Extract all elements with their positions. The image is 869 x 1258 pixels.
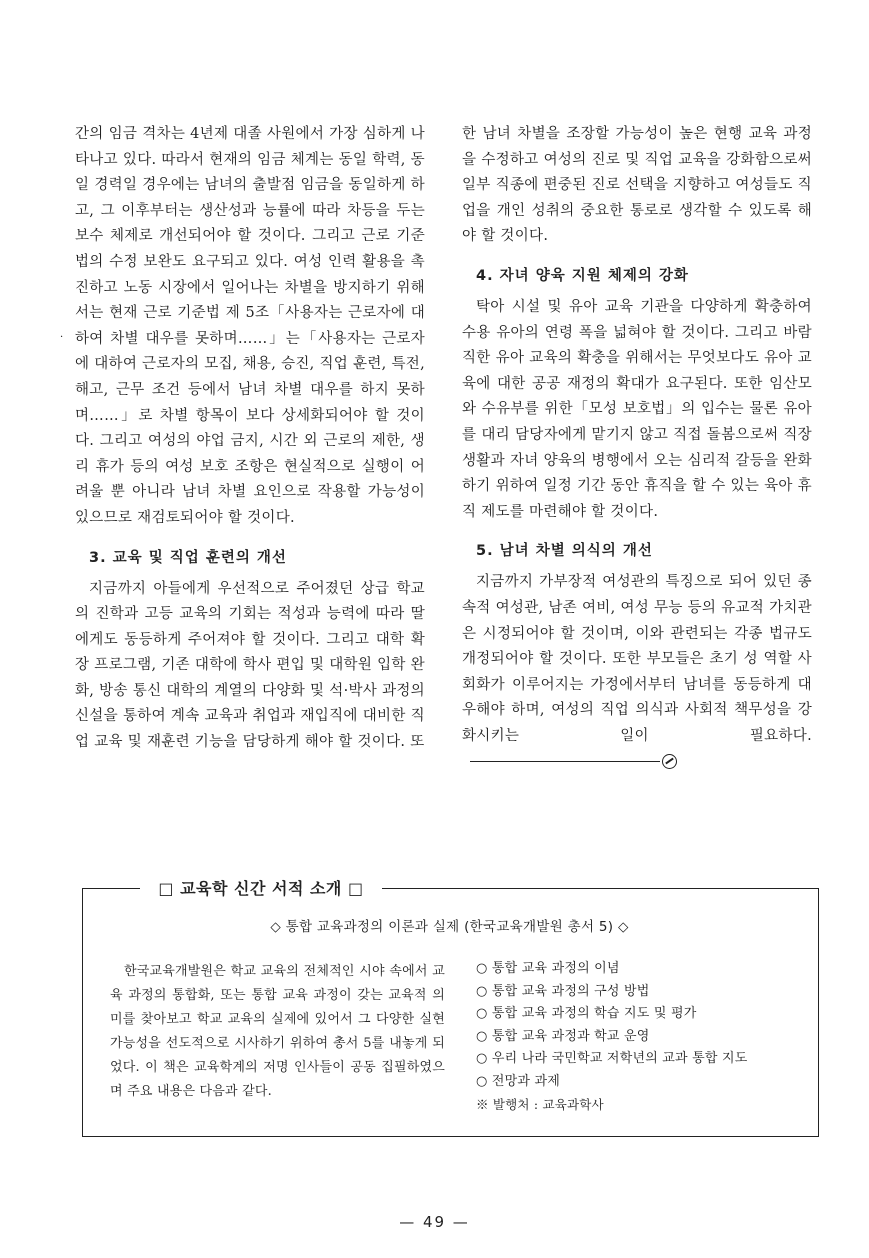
paragraph-text: 지금까지 가부장적 여성관의 특징으로 되어 있던 종속적 여성관, 남존 여비, 여성 무능 등의 유교적 가치관은 시정되어야 할 것이며, 이와 관련되는 각종 법규도 개정되어야 할 것이다. 또한 부모들은 초기 성 역할 사회화가 이루어지는 가정에서부터 남녀를 동등하게 대우해야 하며, 여성의 직업 의식과 사회적 책무성을 강화시키는 일이 필요하다. — [462, 574, 812, 744]
left-column — [75, 122, 425, 756]
section-heading: 5. 남녀 차별 의식의 개선 — [476, 543, 653, 560]
book-contents-list — [476, 958, 806, 1116]
contents-item: ○ 통합 교육 과정과 학교 운영 — [476, 1028, 650, 1044]
book-description — [110, 960, 445, 1104]
right-column — [462, 122, 812, 775]
contents-item: ○ 전망과 과제 — [476, 1073, 560, 1089]
end-mark — [462, 754, 677, 769]
paragraph: 간의 임금 격차는 4년제 대졸 사원에서 가장 심하게 나타나고 있다. 따라서 현재의 임금 체계는 동일 학력, 동일 경력일 경우에는 남녀의 출발점 임금을 동일하게 하고, 그 이후부터는 생산성과 능률에 따라 차등을 두는 보수 체제로 개선되어야 할 것이다. 그리고 근로 기준법의 수정 보완도 요구되고 있다. 여성 인력 활용을 촉진하고 노동 시장에서 일어나는 차별을 방지하기 위해서는 현재 근로 기준법 제 5조「사용자는 근로자에 대하여 차별 대우를 못하며……」는「사용자는 근로자에 대하여 근로자의 모집, 채용, 승진, 직업 훈련, 특전, 해고, 근무 조건 등에서 남녀 차별 대우를 하지 못하며……」로 차별 항목이 보다 상세화되어야 할 것이다. 그리고 여성의 야업 금지, 시간 외 근로의 제한, 생리 휴가 등의 여성 보호 조항은 현실적으로 실행이 어려울 뿐 아니라 남녀 차별 요인으로 작용할 가능성이 있으므로 재검토되어야 할 것이다. — [75, 126, 425, 526]
end-circle-icon — [662, 754, 677, 769]
paragraph: 한국교육개발원은 학교 교육의 전체적인 시야 속에서 교육 과정의 통합화, 또는 통합 교육 과정이 갖는 교육적 의미를 찾아보고 학교 교육의 실제에 있어서 그 다양한 실현 가능성을 선도적으로 시사하기 위하여 총서 5를 내놓게 되었다. 이 책은 교육학계의 저명 인사들이 공동 집필하였으며 주요 내용은 다음과 같다. — [110, 964, 445, 1099]
section-heading: 4. 자녀 양육 지원 체제의 강화 — [476, 267, 689, 284]
book-title: ◇ 통합 교육과정의 이론과 실제 (한국교육개발원 총서 5) ◇ — [270, 919, 629, 935]
box-top-border-right — [382, 888, 819, 889]
contents-item: ○ 통합 교육 과정의 구성 방법 — [476, 983, 650, 999]
paragraph: 한 남녀 차별을 조장할 가능성이 높은 현행 교육 과정을 수정하고 여성의 진로 및 직업 교육을 강화함으로써 일부 직종에 편중된 진로 선택을 지향하고 여성들도 직업을 개인 성취의 중요한 통로로 생각할 수 있도록 해야 할 것이다. — [462, 126, 812, 245]
paragraph: 지금까지 아들에게 우선적으로 주어졌던 상급 학교의 진학과 고등 교육의 기회는 적성과 능력에 따라 딸에게도 동등하게 주어져야 할 것이다. 그리고 대학 확장 프로그램, 기존 대학에 학사 편입 및 대학원 입학 완화, 방송 통신 대학의 계열의 다양화 및 석·박사 과정의 신설을 통하여 계속 교육과 취업과 재입직에 대비한 직업 교육 및 재훈련 기능을 담당하게 해야 할 것이다. 또 — [75, 580, 425, 751]
paragraph: 탁아 시설 및 유아 교육 기관을 다양하게 확충하여 수용 유아의 연령 폭을 넓혀야 할 것이다. 그리고 바람직한 유아 교육의 확충을 위해서는 무엇보다도 유아 교육에 대한 공공 재정의 확대가 요구된다. 또한 임산모와 수유부를 위한「모성 보호법」의 입수는 물론 유아를 대리 담당자에게 맡기지 않고 직접 돌봄으로써 직장 생활과 자녀 양육의 병행에서 오는 심리적 갈등을 완화하기 위하여 일정 기간 동안 휴직을 할 수 있는 육아 휴직 제도를 마련해야 할 것이다. — [462, 298, 812, 520]
paragraph-with-endmark — [462, 570, 812, 775]
margin-dot: · — [60, 332, 64, 343]
page-number: — 49 — — [399, 1213, 470, 1231]
publisher: ※ 발행처 : 교육과학사 — [476, 1096, 604, 1112]
box-top-border-left — [82, 888, 140, 889]
box-title: □ 교육학 신간 서적 소개 □ — [158, 879, 364, 898]
contents-item: ○ 통합 교육 과정의 이념 — [476, 961, 620, 976]
end-line — [470, 761, 660, 762]
contents-item: ○ 통합 교육 과정의 학습 지도 및 평가 — [476, 1006, 697, 1022]
section-heading: 3. 교육 및 직업 훈련의 개선 — [89, 549, 287, 566]
contents-item: ○ 우리 나라 국민학교 저학년의 교과 통합 지도 — [476, 1051, 748, 1067]
